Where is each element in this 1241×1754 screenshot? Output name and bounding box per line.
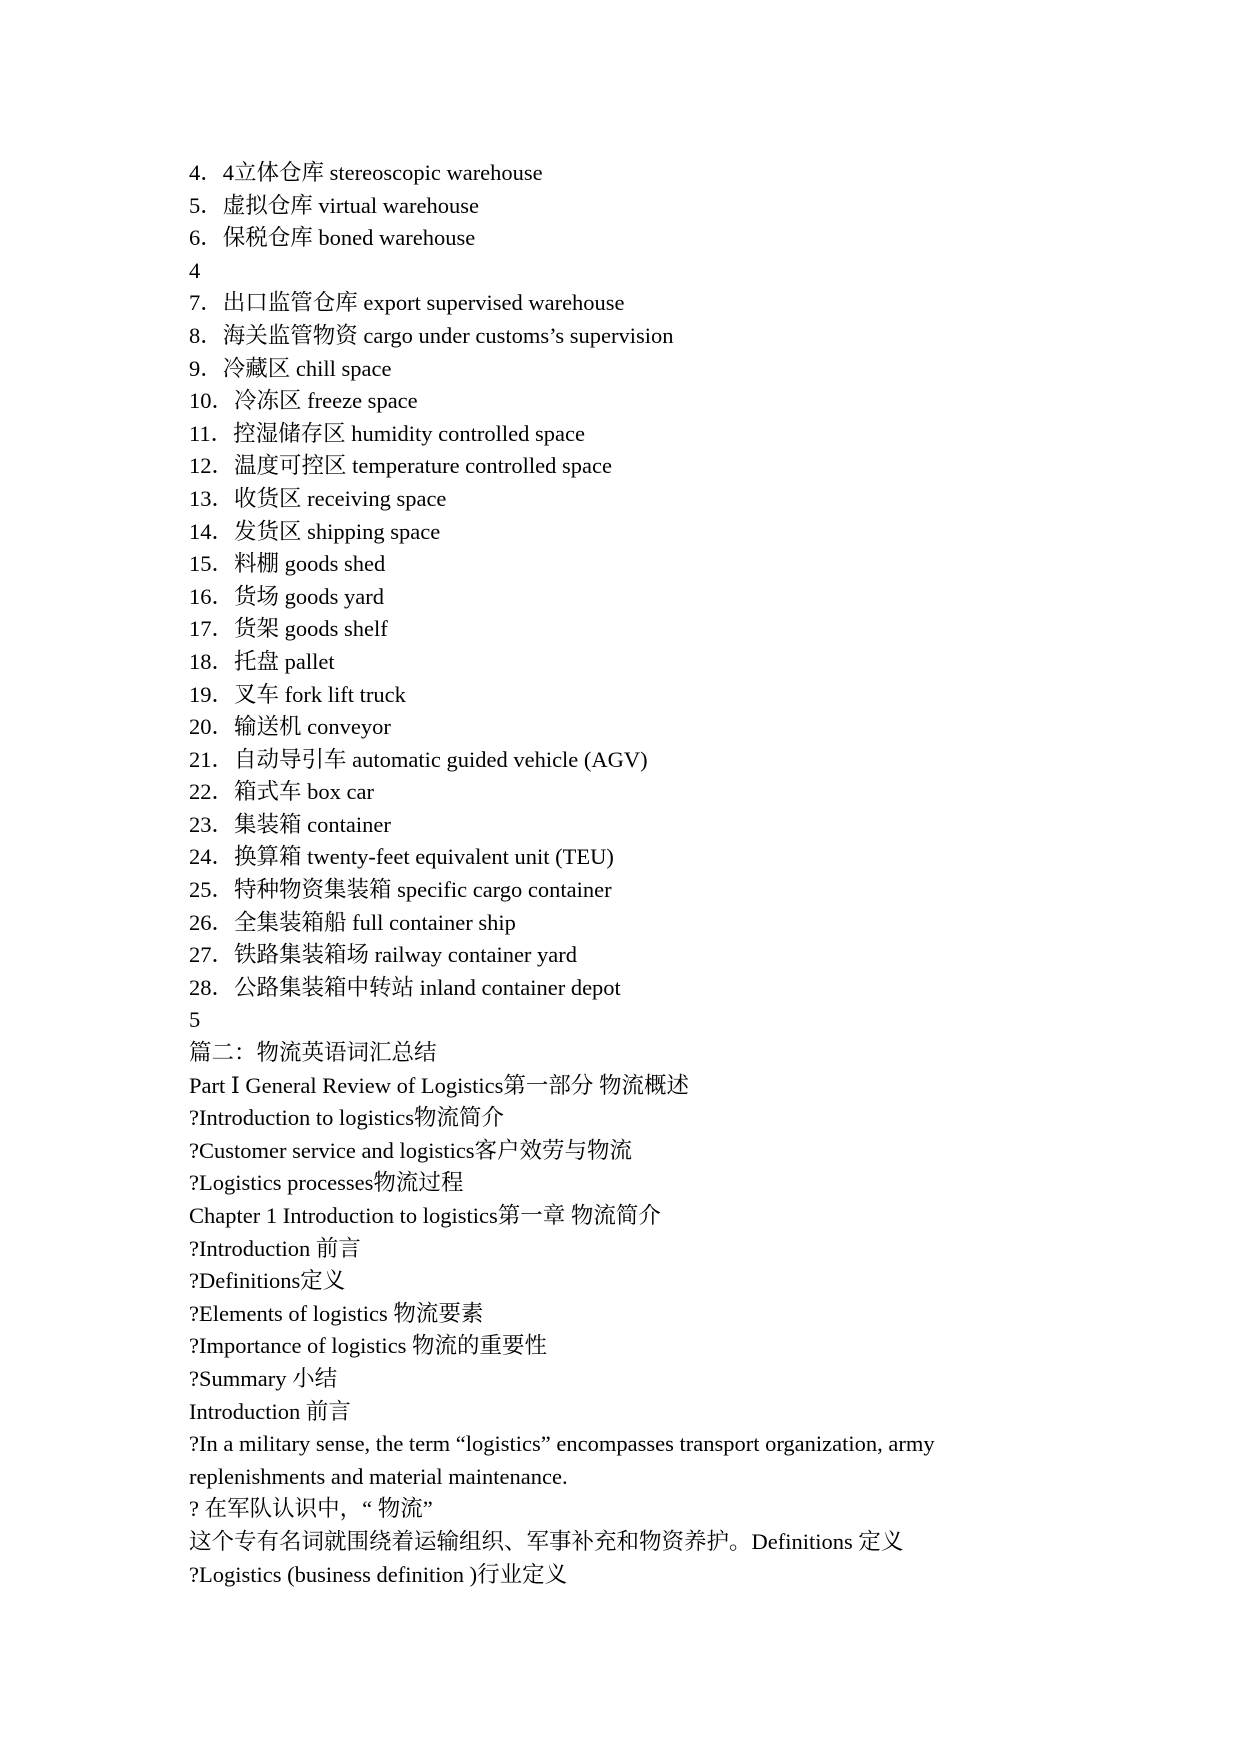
text-line: ?Definitions定义 <box>189 1268 346 1294</box>
text-line: 13．收货区 receiving space <box>189 485 447 511</box>
text-line: ? 在军队认识中，“ 物流” <box>189 1496 433 1522</box>
text-line: 20．输送机 conveyor <box>189 714 391 740</box>
text-line: replenishments and material maintenance. <box>189 1463 568 1489</box>
text-line: 16．货场 goods yard <box>189 583 384 609</box>
text-line: 这个专有名词就围绕着运输组织、军事补充和物资养护。Definitions 定义 <box>189 1528 904 1554</box>
document-body <box>189 157 1069 1591</box>
text-line: 4 <box>189 257 201 283</box>
text-line: 21．自动导引车 automatic guided vehicle (AGV) <box>189 746 648 772</box>
text-line: ?Importance of logistics 物流的重要性 <box>189 1333 548 1359</box>
text-line: 27．铁路集装箱场 railway container yard <box>189 942 578 968</box>
text-line: 5 <box>189 1007 201 1033</box>
text-line: 9．冷藏区 chill space <box>189 355 392 381</box>
text-line: 17．货架 goods shelf <box>189 616 388 642</box>
text-line: Introduction 前言 <box>189 1398 351 1424</box>
text-line: 4．4立体仓库 stereoscopic warehouse <box>189 160 543 185</box>
text-line: ?Customer service and logistics客户效劳与物流 <box>189 1137 633 1163</box>
text-line: 26．全集装箱船 full container ship <box>189 909 516 935</box>
text-line: 18．托盘 pallet <box>189 648 335 674</box>
text-line: 8．海关监管物资 cargo under customs’s supervision <box>189 322 674 348</box>
text-line: 25．特种物资集装箱 specific cargo container <box>189 877 612 903</box>
text-line: 23．集装箱 container <box>189 811 391 837</box>
text-line: ?Logistics processes物流过程 <box>189 1170 464 1196</box>
text-line: ?Summary 小结 <box>189 1365 338 1391</box>
text-line: 28．公路集装箱中转站 inland container depot <box>189 974 621 1000</box>
text-line: 5．虚拟仓库 virtual warehouse <box>189 192 479 218</box>
text-line: 19．叉车 fork lift truck <box>189 681 406 707</box>
text-line: 15．料棚 goods shed <box>189 551 386 577</box>
text-line: 6．保税仓库 boned warehouse <box>189 225 476 251</box>
text-line: 篇二：物流英语词汇总结 <box>189 1040 437 1066</box>
text-line: 24．换算箱 twenty-feet equivalent unit (TEU) <box>189 844 614 870</box>
text-line: 14．发货区 shipping space <box>189 518 441 544</box>
text-line: Part Ⅰ General Review of Logistics第一部分 物流概述 <box>189 1072 690 1098</box>
text-line: ?Logistics (business definition )行业定义 <box>189 1561 568 1587</box>
text-line: ?Introduction 前言 <box>189 1235 361 1261</box>
text-line: ?Introduction to logistics物流简介 <box>189 1105 504 1131</box>
text-line: 10．冷冻区 freeze space <box>189 388 418 414</box>
text-line: 11．控湿储存区 humidity controlled space <box>189 420 585 446</box>
text-line: 7．出口监管仓库 export supervised warehouse <box>189 290 625 316</box>
text-line: 22．箱式车 box car <box>189 779 374 805</box>
text-line: ?In a military sense, the term “logistics” encompasses transport organization, army <box>189 1431 935 1457</box>
text-line: Chapter 1 Introduction to logistics第一章 物流简介 <box>189 1203 661 1228</box>
text-line: 12．温度可控区 temperature controlled space <box>189 453 612 479</box>
text-line: ?Elements of logistics 物流要素 <box>189 1300 484 1326</box>
